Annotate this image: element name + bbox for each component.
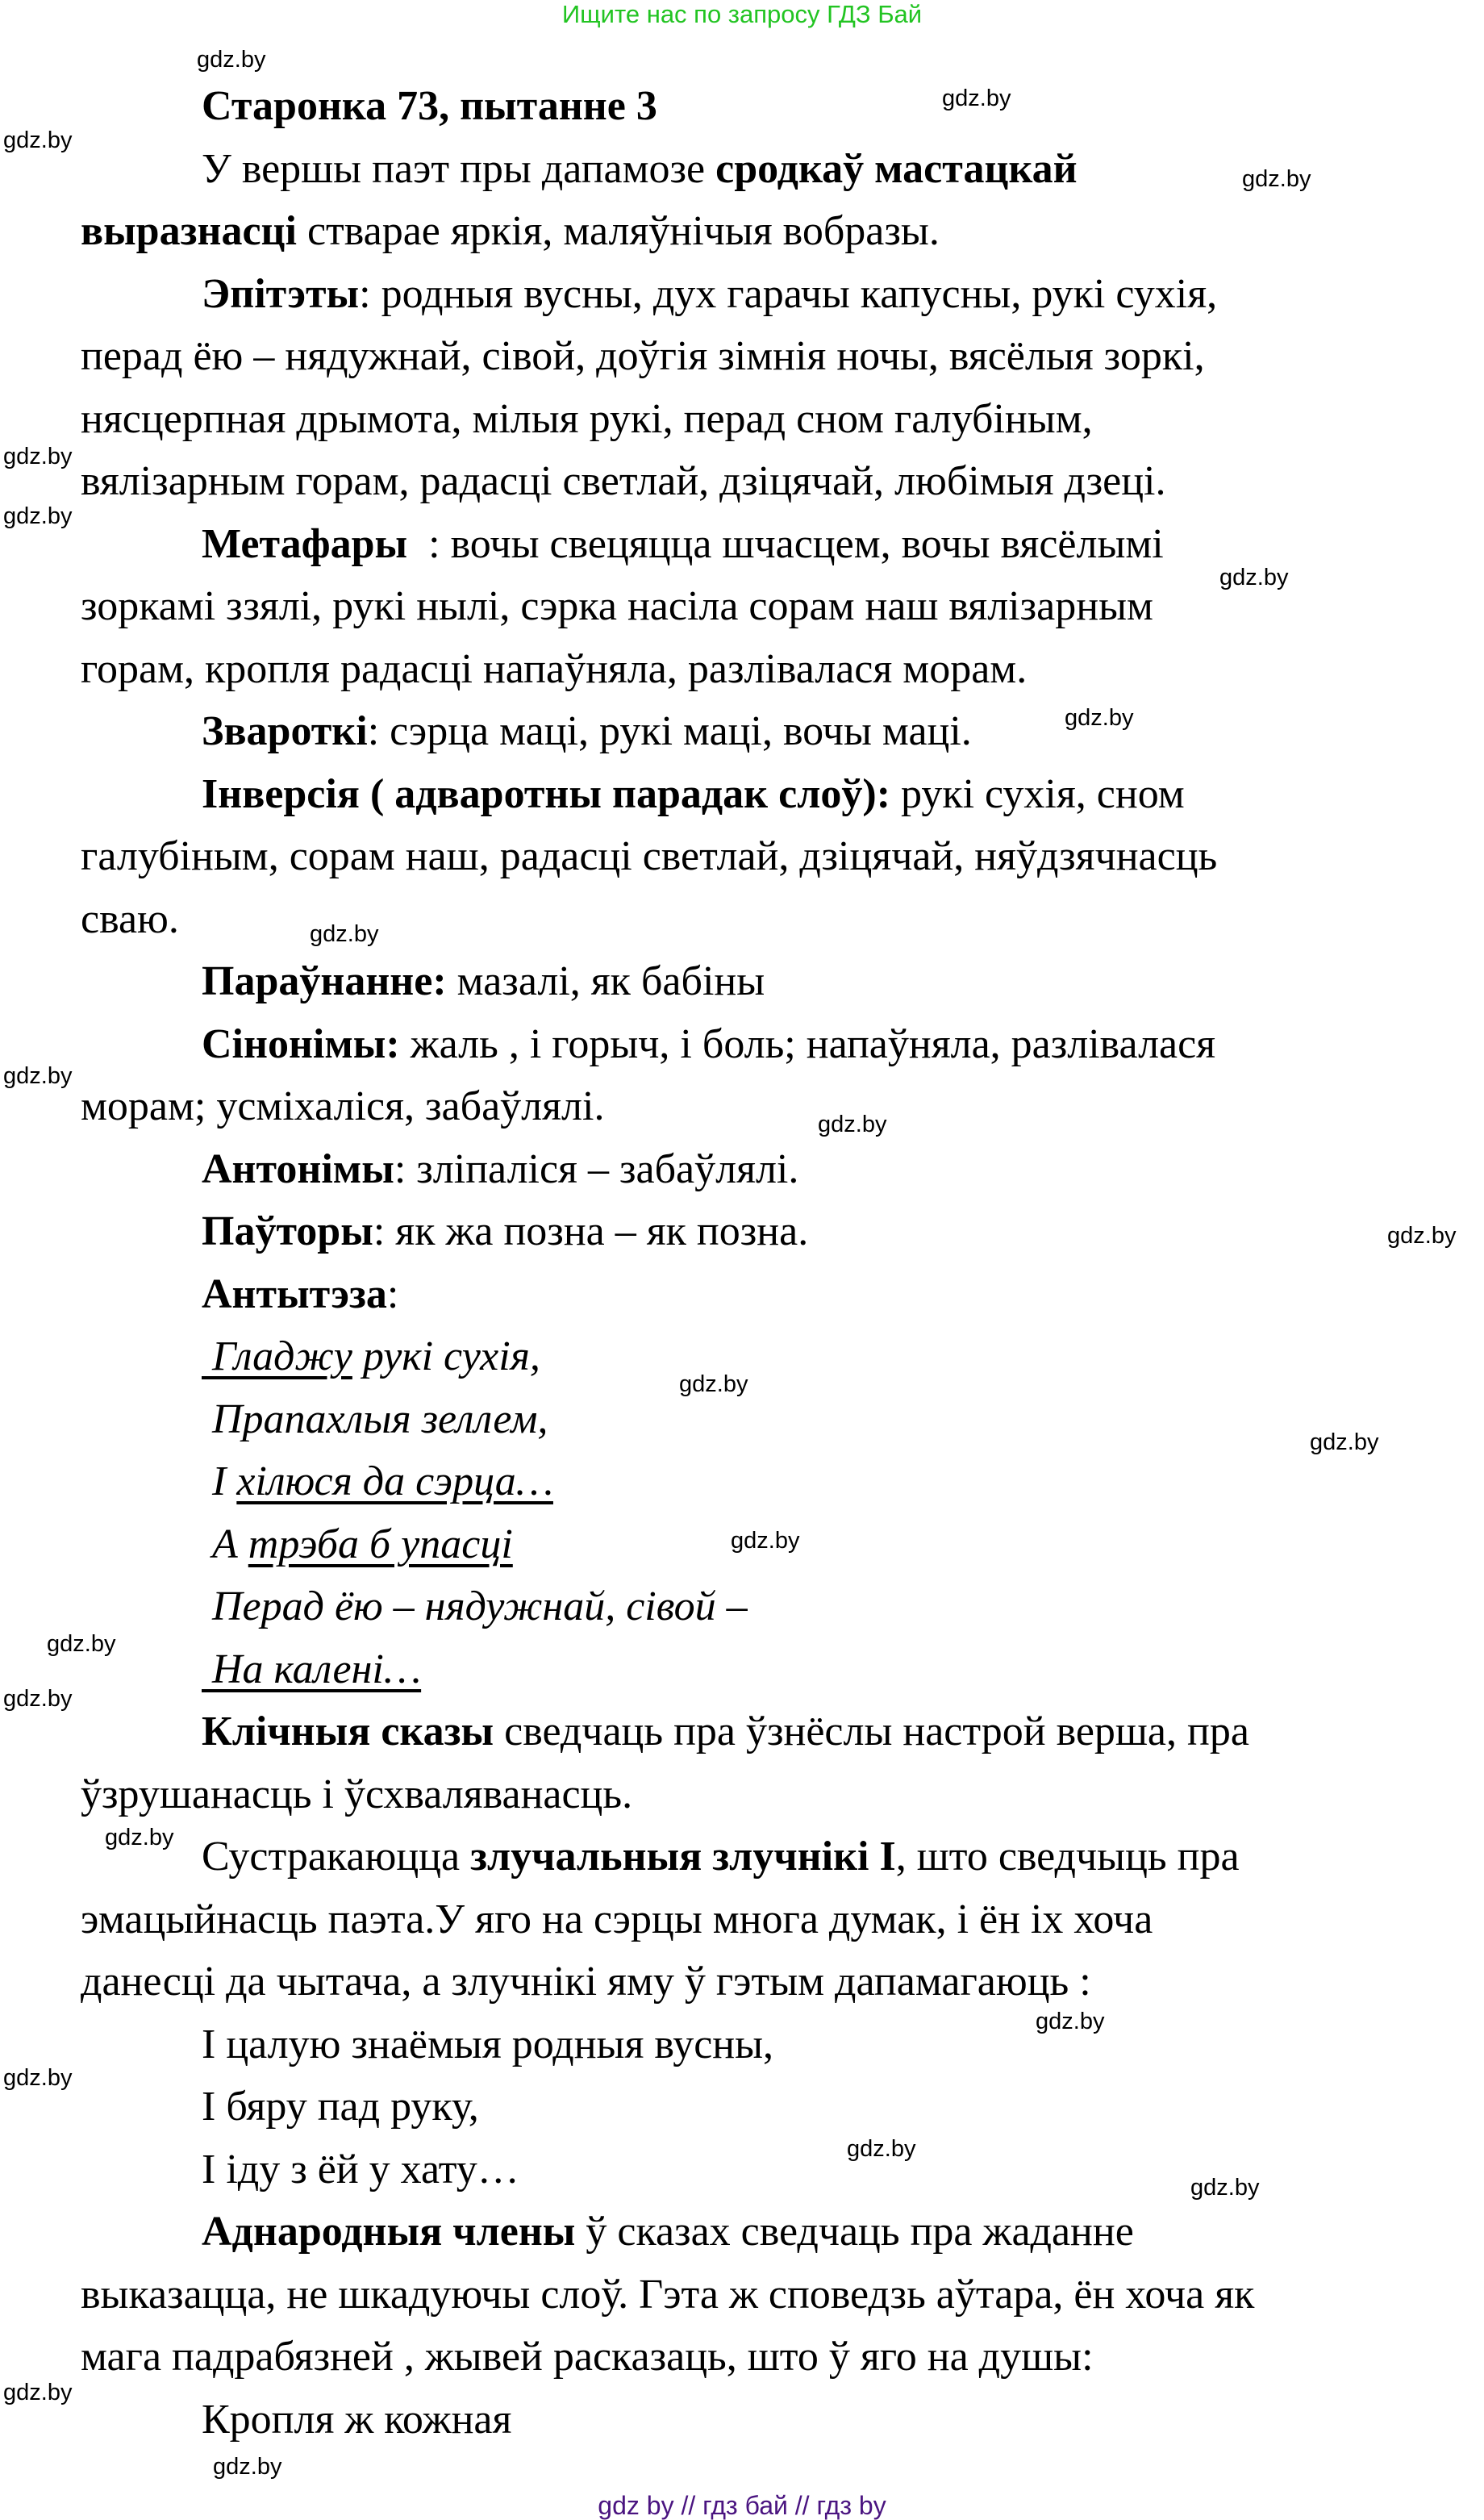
text-segment: перад ёю – нядужнай, сівой, доўгія зімнія ночы, вясёлыя зоркі,: [81, 333, 1205, 379]
underlined-text: трэба б упасці: [248, 1521, 513, 1567]
bold-term: сродкаў мастацкай: [715, 145, 1078, 192]
watermark-text: gdz.by: [1310, 1429, 1379, 1455]
bold-term: Клічныя сказы: [202, 1709, 494, 1754]
text-segment: рукі сухія, сном: [890, 770, 1185, 817]
watermark-text: gdz.by: [3, 1063, 73, 1089]
watermark-text: gdz.by: [1190, 2175, 1260, 2201]
text-line: [0, 1388, 1484, 1451]
text-segment: стварае яркія, маляўнічыя вобразы.: [296, 208, 940, 254]
text-segment: ў сказах сведчаць пра жаданне: [575, 2209, 1134, 2255]
bold-term: Эпітэты: [202, 270, 360, 317]
bold-term: Старонка 73, пытанне 3: [202, 83, 657, 129]
text-segment: сведчаць пра ўзнёслы настрой верша, пра: [494, 1709, 1249, 1754]
text-line: [0, 1138, 1484, 1201]
watermark-text: gdz.by: [679, 1371, 748, 1397]
answer-text: [0, 75, 1484, 2451]
text-segment: А: [202, 1521, 248, 1567]
text-segment: І: [202, 1458, 237, 1504]
text-segment: вялізарным горам, радасці светлай, дзіцячай, любімыя дзеці.: [81, 458, 1166, 504]
text-line: [0, 2013, 1484, 2076]
text-line: [0, 638, 1484, 701]
watermark-text: gdz.by: [105, 1825, 174, 1850]
text-segment: мазалі, як бабіны: [446, 958, 765, 1004]
text-line: [0, 1013, 1484, 1076]
text-line: [0, 1075, 1484, 1138]
watermark-text: gdz.by: [3, 2380, 73, 2405]
bold-term: Сінонімы:: [202, 1020, 400, 1067]
page-title: [0, 75, 1484, 138]
text-line: [0, 700, 1484, 763]
bold-term: злучальныя злучнікі І: [470, 1834, 896, 1880]
watermark-text: gdz.by: [1242, 166, 1311, 192]
bold-term: Антытэза: [202, 1270, 387, 1317]
footer-links[interactable]: gdz by // гдз бай // гдз by: [598, 2491, 886, 2520]
watermark-text: gdz.by: [197, 47, 266, 73]
text-segment: выказацца, не шкадуючы слоў. Гэта ж споведзь аўтара, ён хоча як: [81, 2271, 1255, 2318]
text-segment: У вершы паэт пры дапамозе: [202, 145, 716, 192]
text-line: [0, 950, 1484, 1013]
watermark-text: gdz.by: [1387, 1223, 1457, 1249]
text-line: [0, 2138, 1484, 2201]
bold-term: Антонімы: [202, 1145, 394, 1192]
bold-term: Паўторы: [202, 1208, 373, 1254]
text-segment: Сустракаюцца: [202, 1834, 471, 1880]
text-segment: нясцерпная дрымота, мілыя рукі, перад сном галубіным,: [81, 395, 1093, 442]
text-segment: жаль , і горыч, і боль; напаўняла, разлівалася: [399, 1020, 1216, 1067]
text-line: [0, 2263, 1484, 2326]
watermark-text: gdz.by: [3, 2065, 73, 2091]
watermark-text: gdz.by: [942, 86, 1011, 111]
bold-term: Аднародныя члены: [202, 2209, 576, 2255]
text-segment: : вочы свецяцца шчасцем, вочы вясёлымі: [407, 520, 1164, 567]
underlined-text: На калені…: [202, 1646, 422, 1692]
text-segment: сваю.: [81, 895, 179, 942]
bold-term: Параўнанне:: [202, 958, 447, 1004]
watermark-text: gdz.by: [818, 1112, 887, 1137]
text-segment: : зліпаліся – забаўлялі.: [394, 1145, 799, 1192]
text-line: [0, 1200, 1484, 1263]
watermark-text: gdz.by: [1219, 565, 1289, 590]
text-line: [0, 888, 1484, 951]
text-segment: рукі сухія,: [352, 1333, 540, 1379]
text-segment: ўзрушанасць і ўсхваляванасць.: [81, 1771, 633, 1817]
watermark-text: gdz.by: [847, 2136, 916, 2162]
text-segment: зоркамі ззялі, рукі нылі, сэрка насіла сорам наш вялізарным: [81, 583, 1153, 629]
text-segment: Перад ёю – нядужнай, сівой –: [202, 1583, 748, 1629]
text-line: [0, 2326, 1484, 2389]
text-segment: данесці да чытача, а злучнікі яму ў гэтым дапамагаюць :: [81, 1959, 1091, 2005]
site-banner: Ищите нас по запросу ГДЗ Бай: [561, 0, 923, 28]
watermark-text: gdz.by: [1065, 705, 1134, 731]
bold-term: выразнасці: [81, 208, 297, 254]
bold-term: Інверсія ( адваротны парадак слоў):: [202, 770, 891, 817]
watermark-text: gdz.by: [310, 921, 379, 947]
text-segment: горам, кропля радасці напаўняла, разлівалася морам.: [81, 645, 1028, 692]
text-line: [0, 388, 1484, 451]
text-segment: морам; усміхаліся, забаўлялі.: [81, 1083, 605, 1129]
text-line: [0, 1638, 1484, 1701]
text-segment: : родныя вусны, дух гарачы капусны, рукі сухія,: [359, 270, 1218, 317]
underlined-text: Гладжу: [202, 1333, 352, 1379]
watermark-text: gdz.by: [3, 127, 73, 153]
bold-term: Метафары: [202, 520, 408, 567]
text-line: [0, 2389, 1484, 2451]
watermark-text: gdz.by: [1036, 2009, 1105, 2034]
text-segment: Кропля ж кожная: [202, 2396, 512, 2443]
text-line: [0, 1450, 1484, 1513]
text-line: [0, 450, 1484, 513]
watermark-text: gdz.by: [3, 1686, 73, 1712]
text-line: [0, 1950, 1484, 2013]
watermark-text: gdz.by: [47, 1631, 116, 1657]
text-line: [0, 2076, 1484, 2138]
text-segment: І іду з ёй у хату…: [202, 2146, 519, 2192]
text-segment: мага падрабязней , жывей расказаць, што ў яго на душы:: [81, 2334, 1094, 2380]
text-segment: Прапахлыя зеллем,: [202, 1396, 548, 1442]
text-segment: : сэрца маці, рукі маці, вочы маці.: [367, 708, 972, 754]
text-line: [0, 1763, 1484, 1826]
text-line: [0, 263, 1484, 326]
text-line: [0, 825, 1484, 888]
text-line: [0, 763, 1484, 826]
watermark-text: gdz.by: [213, 2454, 282, 2480]
text-line: [0, 2201, 1484, 2263]
text-segment: галубіным, сорам наш, радасці светлай, дзіцячай, няўдзячнасць: [81, 833, 1218, 879]
underlined-text: хілюся да сэрца…: [236, 1458, 553, 1504]
text-line: [0, 325, 1484, 388]
text-segment: І цалую знаёмыя родныя вусны,: [202, 2021, 774, 2067]
text-segment: І бяру пад руку,: [202, 2084, 479, 2130]
text-line: [0, 200, 1484, 263]
text-line: [0, 1263, 1484, 1326]
watermark-text: gdz.by: [731, 1528, 800, 1554]
text-segment: , што сведчыць пра: [895, 1834, 1240, 1880]
text-segment: :: [386, 1270, 399, 1317]
watermark-text: gdz.by: [3, 444, 73, 469]
bold-term: Звароткі: [202, 708, 368, 754]
text-line: [0, 1888, 1484, 1951]
text-segment: эмацыйнасць паэта.У яго на сэрцы многа думак, і ён іх хоча: [81, 1896, 1153, 1942]
text-line: [0, 1700, 1484, 1763]
text-segment: : як жа позна – як позна.: [373, 1208, 809, 1254]
text-line: [0, 1825, 1484, 1888]
watermark-text: gdz.by: [3, 503, 73, 529]
text-line: [0, 1575, 1484, 1638]
